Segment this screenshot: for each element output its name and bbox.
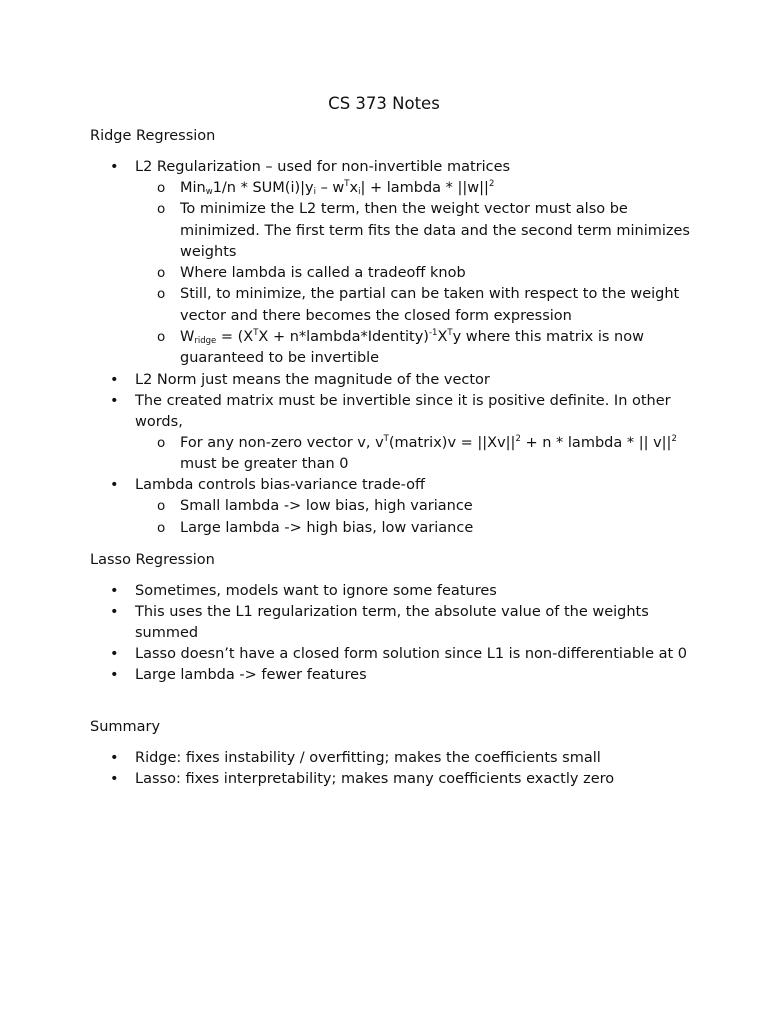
formula-positive-definite: For any non-zero vector v, $v^T(matrix)v = ||Xv||^2 + n$ * lambda * || $v||^2$ must be greater than 0 bbox=[180, 433, 677, 472]
bullet-glyph: • bbox=[110, 477, 119, 494]
sub-bullet-glyph: o bbox=[157, 519, 166, 536]
ridge-bullet-list bbox=[90, 157, 690, 539]
bullet-glyph: • bbox=[110, 646, 119, 662]
formula-ridge-objective: $Min_w1/n * SUM(i)|y_i - w^Tx_i|$ + lambda * $||w||^2$ bbox=[180, 179, 495, 197]
sub-list-item-text: To minimize the L2 term, then the weight vector must also be minimized. The first term fits the data and the second term minimizes weights bbox=[180, 201, 690, 260]
sub-list-item bbox=[135, 327, 690, 370]
section-summary bbox=[90, 717, 690, 790]
section-lasso-regression bbox=[90, 550, 690, 686]
page-title: CS 373 Notes bbox=[328, 94, 440, 113]
sub-bullet-glyph: o bbox=[157, 434, 166, 451]
sub-bullet-glyph: o bbox=[157, 286, 166, 303]
list-item bbox=[90, 391, 690, 476]
list-item bbox=[90, 644, 690, 665]
bullet-glyph: • bbox=[110, 392, 119, 409]
sub-bullet-glyph: o bbox=[157, 180, 166, 196]
sub-list-item bbox=[135, 284, 690, 327]
sub-list bbox=[135, 496, 690, 539]
list-item bbox=[90, 370, 690, 391]
section-heading-summary: Summary bbox=[90, 719, 161, 735]
sub-list-item bbox=[135, 518, 690, 539]
sub-list-item-text: Where lambda is called a tradeoff knob bbox=[180, 265, 466, 282]
sub-bullet-glyph: o bbox=[157, 498, 166, 515]
list-item-text: Lasso: fixes interpretability; makes many coefficients exactly zero bbox=[135, 771, 615, 787]
list-item-text: Ridge: fixes instability / overfitting; makes the coefficients small bbox=[135, 750, 601, 766]
list-item bbox=[90, 665, 690, 686]
sub-list bbox=[135, 178, 690, 370]
list-item bbox=[90, 581, 690, 602]
formula-ridge-closed-form: $W_{ridge} = (X^TX$ + $n*lambda*Identity)^{-1}X^Ty$ where this matrix is now guaranteed to be invertible bbox=[180, 328, 644, 367]
list-item bbox=[90, 157, 690, 370]
sub-bullet-glyph: o bbox=[157, 201, 166, 218]
bullet-glyph: • bbox=[110, 771, 119, 787]
section-ridge-regression bbox=[90, 126, 690, 539]
sub-list-item-text: Small lambda -> low bias, high variance bbox=[180, 498, 473, 515]
list-item-text: Lasso doesn’t have a closed form solution since L1 is non-differentiable at 0 bbox=[135, 646, 688, 662]
bullet-glyph: • bbox=[110, 371, 119, 388]
list-item bbox=[90, 769, 690, 790]
list-item-text: Large lambda -> fewer features bbox=[135, 667, 367, 683]
list-item bbox=[90, 748, 690, 769]
list-item-text: This uses the L1 regularization term, the absolute value of the weights summed bbox=[135, 604, 649, 641]
bullet-glyph: • bbox=[110, 604, 119, 620]
list-item-text: Lambda controls bias-variance trade-off bbox=[135, 477, 425, 494]
sub-list-item-text: Still, to minimize, the partial can be taken with respect to the weight vector and there becomes the closed form expression bbox=[180, 286, 680, 324]
sub-list-item bbox=[135, 263, 690, 284]
list-item bbox=[90, 602, 690, 644]
sub-list bbox=[135, 433, 690, 476]
sub-bullet-glyph: o bbox=[157, 265, 166, 282]
list-item-text: Sometimes, models want to ignore some features bbox=[135, 583, 497, 599]
lasso-bullet-list bbox=[90, 581, 690, 686]
bullet-glyph: • bbox=[110, 750, 119, 766]
sub-list-item bbox=[135, 496, 690, 517]
list-item-text: L2 Regularization – used for non-invertible matrices bbox=[135, 159, 511, 175]
bullet-glyph: • bbox=[110, 159, 119, 175]
bullet-glyph: • bbox=[110, 667, 119, 683]
bullet-glyph: • bbox=[110, 583, 119, 599]
list-item-text: The created matrix must be invertible since it is positive definite. In other words, bbox=[135, 392, 671, 430]
sub-bullet-glyph: o bbox=[157, 329, 166, 346]
section-heading-lasso: Lasso Regression bbox=[90, 552, 215, 568]
list-item-text: L2 Norm just means the magnitude of the vector bbox=[135, 371, 490, 388]
summary-bullet-list bbox=[90, 748, 690, 790]
section-heading-ridge: Ridge Regression bbox=[90, 128, 216, 144]
sub-list-item bbox=[135, 178, 690, 199]
list-item bbox=[90, 475, 690, 539]
sub-list-item bbox=[135, 199, 690, 263]
sub-list-item-text: Large lambda -> high bias, low variance bbox=[180, 519, 474, 536]
sub-list-item bbox=[135, 433, 690, 476]
